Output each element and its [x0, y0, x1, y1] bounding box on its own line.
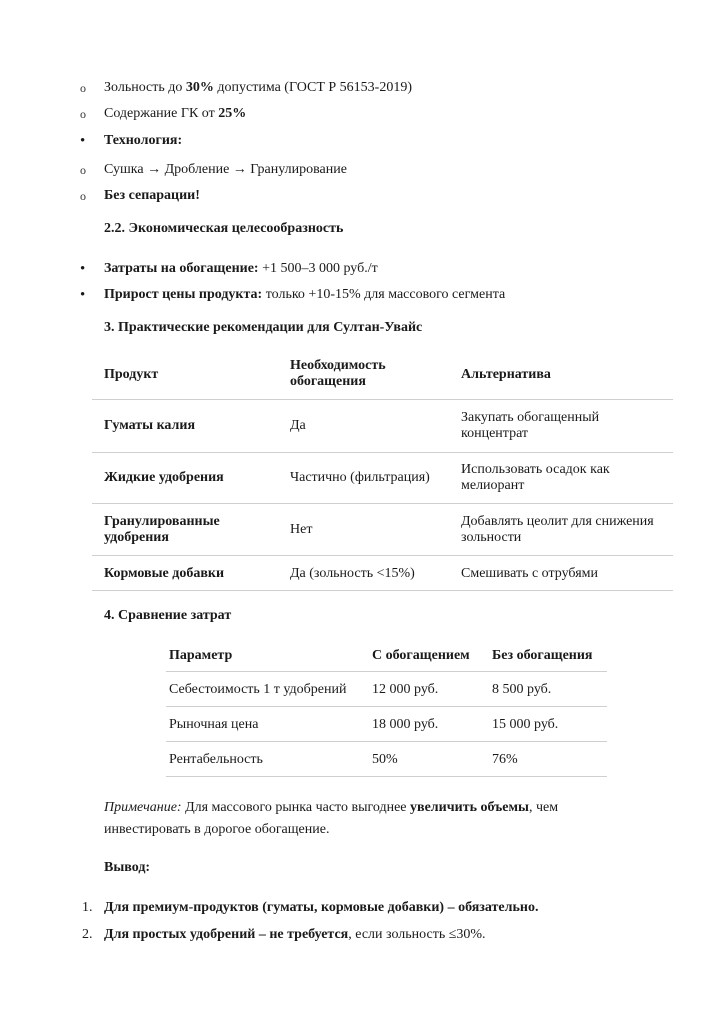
bullet-marker: o — [80, 189, 86, 203]
list-item: Для премиум-продуктов (гуматы, кормовые добавки) – обязательно. — [104, 900, 539, 915]
table-divider — [92, 503, 673, 504]
table-cell-need: Да (зольность <15%) — [290, 566, 415, 581]
table-cell-param: Рыночная цена — [169, 717, 259, 732]
table-cell-with: 12 000 руб. — [372, 682, 439, 697]
list-item: Затраты на обогащение: +1 500–3 000 руб./т — [104, 261, 378, 276]
list-item: Сушка → Дробление → Гранулирование — [104, 162, 347, 177]
bullet-marker: • — [80, 133, 86, 149]
table-cell-param: Себестоимость 1 т удобрений — [169, 682, 347, 697]
bullet-marker: o — [80, 163, 86, 177]
table-cell-product: Кормовые добавки — [104, 566, 225, 581]
list-item: Технология: — [104, 133, 183, 148]
table-cell-product: Гуматы калия — [104, 418, 196, 433]
table-header-cell: Необходимость обогащения — [290, 358, 386, 389]
list-item: Прирост цены продукта: только +10-15% для массового сегмента — [104, 287, 506, 302]
list-number: 1. — [82, 900, 93, 915]
table-cell-need: Частично (фильтрация) — [290, 470, 430, 485]
table-divider — [166, 671, 607, 672]
table-divider — [92, 590, 673, 591]
table-divider — [166, 706, 607, 707]
table-cell-product: Гранулированные удобрения — [104, 514, 220, 545]
section-heading: 4. Сравнение затрат — [104, 608, 232, 623]
list-item: Зольность до 30% допустима (ГОСТ Р 56153-2019) — [104, 80, 412, 95]
section-heading: 3. Практические рекомендации для Султан-Увайс — [104, 320, 423, 335]
bullet-marker: o — [80, 81, 86, 95]
table-divider — [92, 399, 673, 400]
table-divider — [92, 555, 673, 556]
table-cell-with: 50% — [372, 752, 398, 767]
table-header-cell: Продукт — [104, 367, 159, 382]
table-header-cell: С обогащением — [372, 648, 470, 663]
section-heading: 2.2. Экономическая целесообразность — [104, 221, 344, 236]
table-cell-without: 76% — [492, 752, 518, 767]
bullet-marker: • — [80, 287, 86, 303]
bullet-marker: o — [80, 107, 86, 121]
conclusion-heading: Вывод: — [104, 860, 151, 875]
table-cell-without: 15 000 руб. — [492, 717, 559, 732]
table-divider — [92, 452, 673, 453]
table-cell-with: 18 000 руб. — [372, 717, 439, 732]
table-cell-alternative: Использовать осадок как мелиорант — [461, 462, 610, 493]
table-cell-param: Рентабельность — [169, 752, 263, 767]
table-cell-need: Да — [290, 418, 306, 433]
bullet-marker: • — [80, 261, 86, 277]
note-label: Примечание: — [104, 800, 182, 815]
list-number: 2. — [82, 927, 93, 942]
list-item: Без сепарации! — [104, 188, 200, 203]
table-cell-alternative: Закупать обогащенный концентрат — [461, 410, 600, 441]
table-cell-alternative: Добавлять цеолит для снижения зольности — [461, 514, 654, 545]
note-paragraph: Примечание: Для массового рынка часто выгоднее увеличить объемы, чем инвестировать в дорогое обогащение. — [104, 800, 559, 837]
table-header-cell: Альтернатива — [461, 367, 551, 382]
table-header-cell: Без обогащения — [492, 648, 593, 663]
table-cell-need: Нет — [290, 522, 313, 537]
table-header-cell: Параметр — [169, 648, 233, 663]
table-divider — [166, 776, 607, 777]
list-item: Для простых удобрений – не требуется, если зольность ≤30%. — [104, 927, 486, 942]
table-cell-product: Жидкие удобрения — [104, 470, 224, 485]
list-item: Содержание ГК от 25% — [104, 106, 247, 121]
table-cell-alternative: Смешивать с отрубями — [461, 566, 598, 581]
table-divider — [166, 741, 607, 742]
table-cell-without: 8 500 руб. — [492, 682, 552, 697]
